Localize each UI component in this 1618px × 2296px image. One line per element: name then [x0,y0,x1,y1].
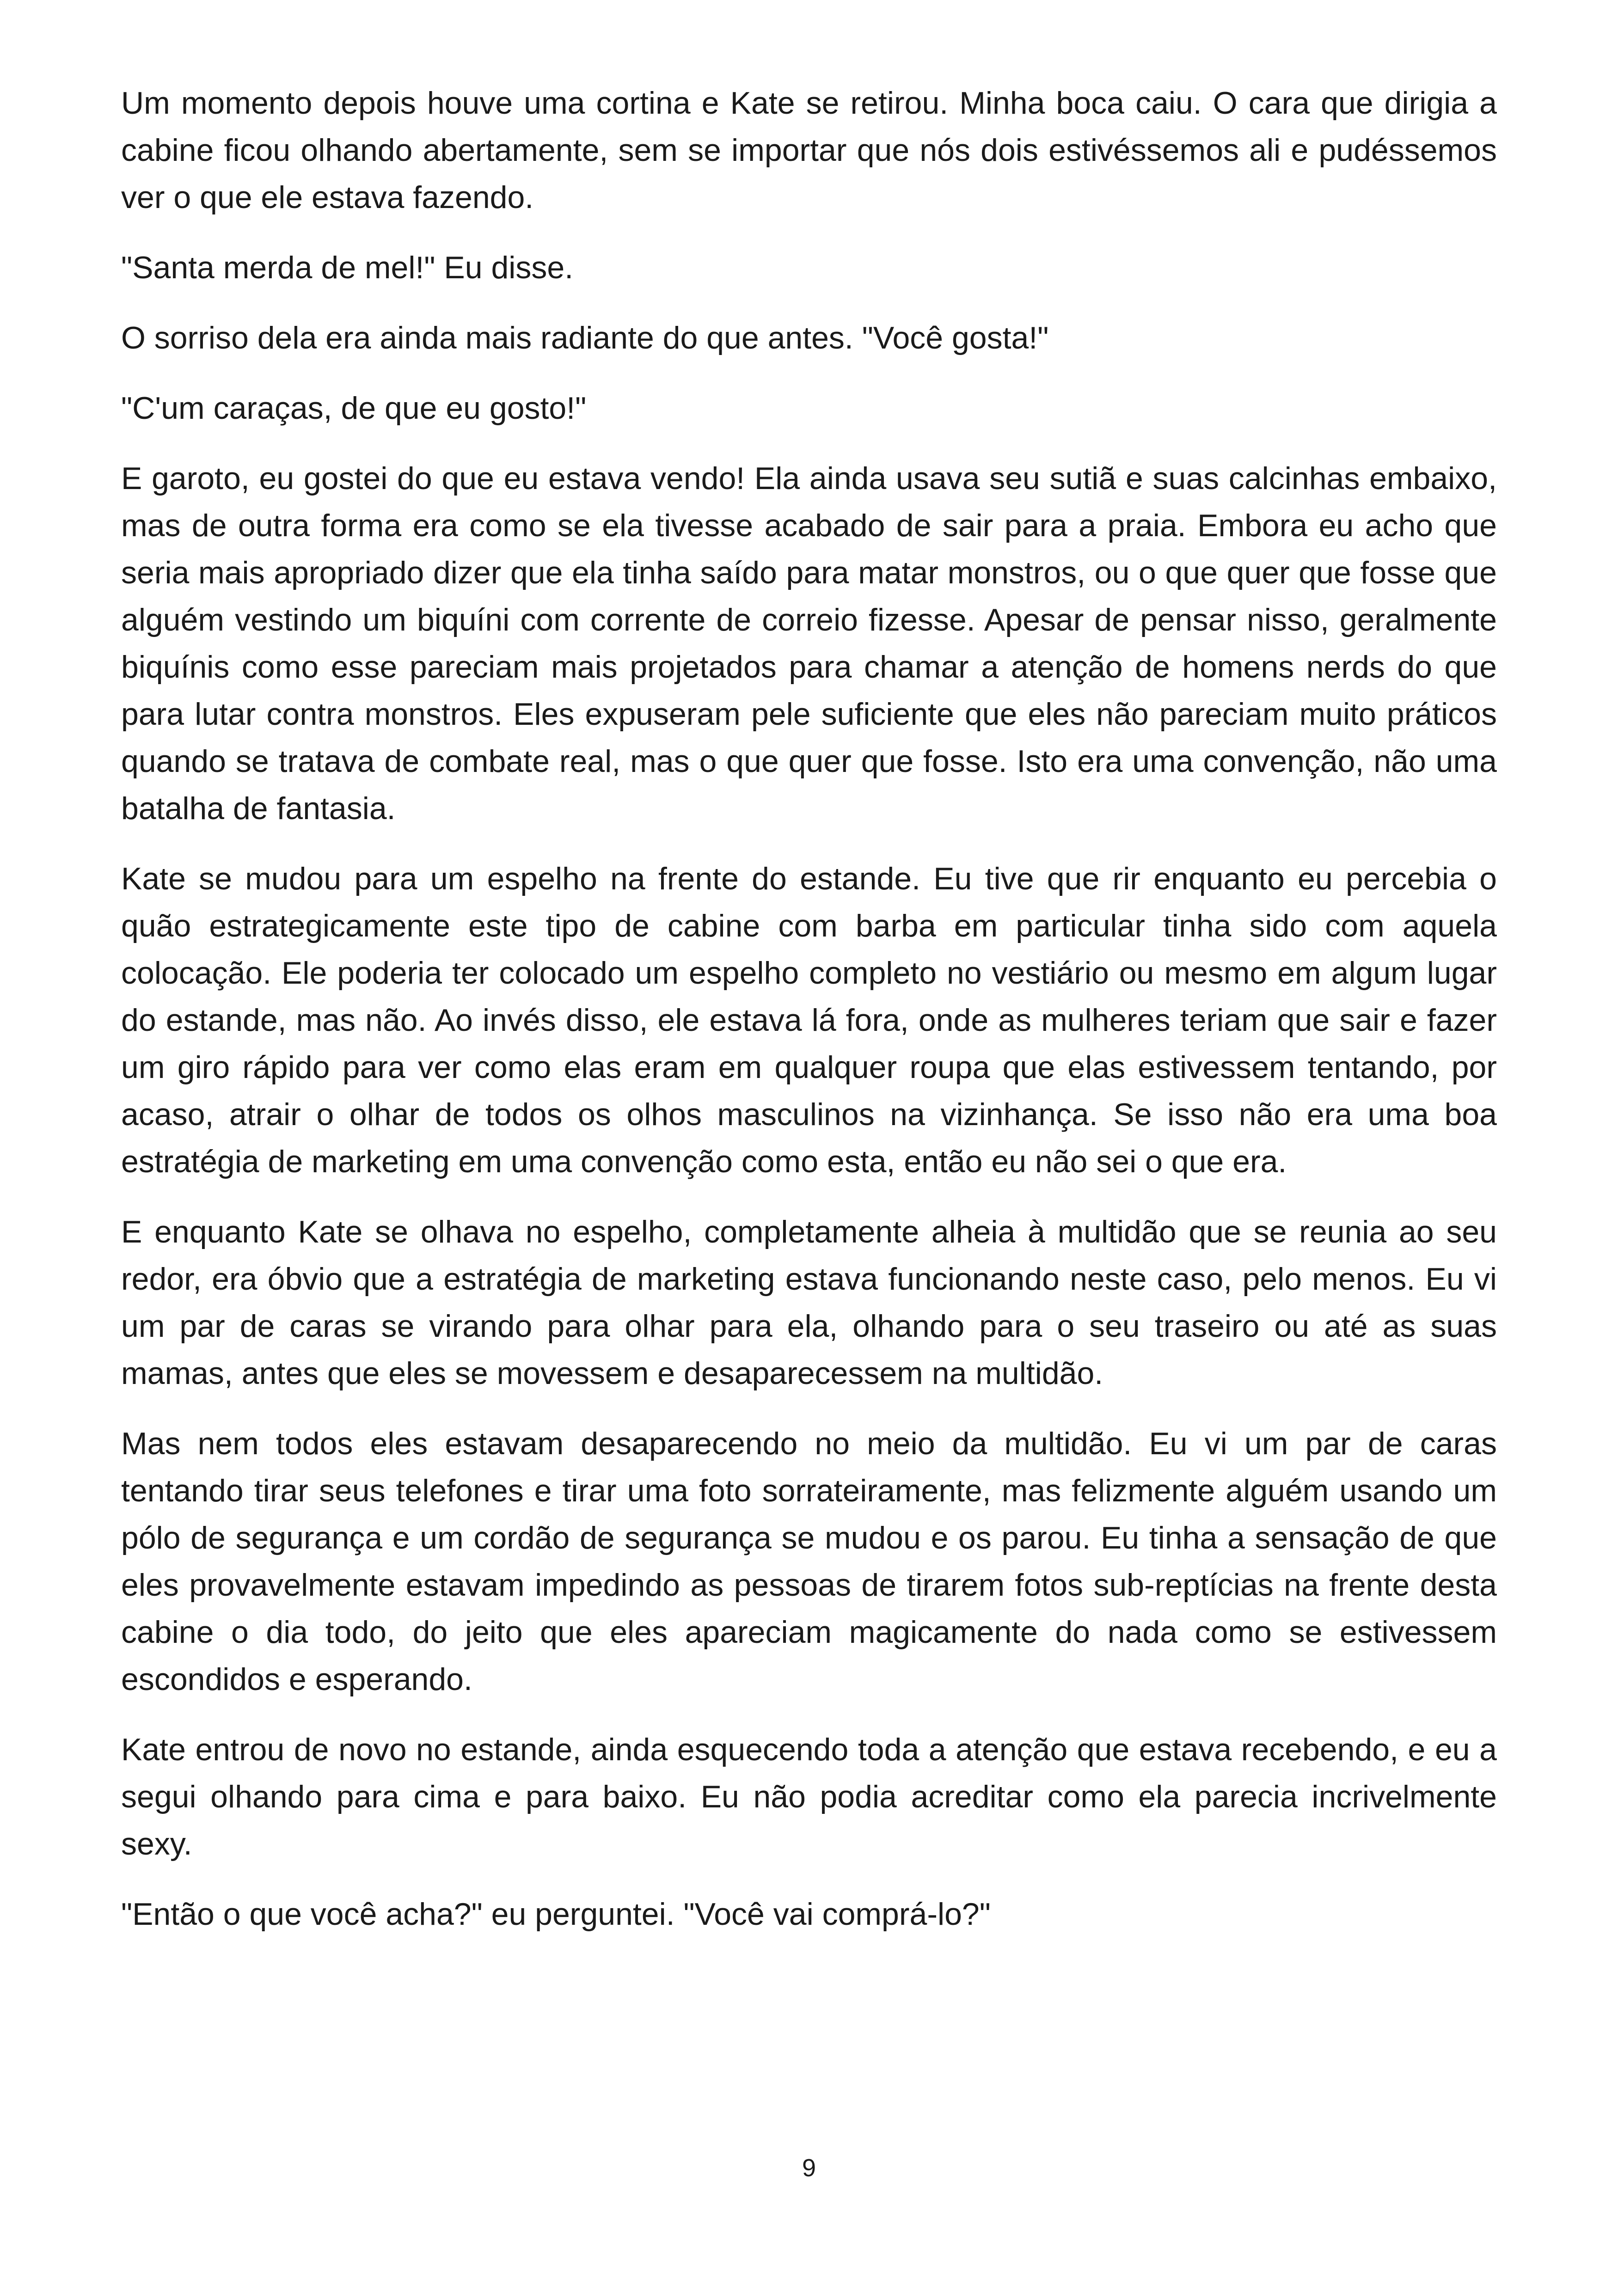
paragraph-2: "Santa merda de mel!" Eu disse. [121,250,574,285]
body-text [121,80,1497,1961]
paragraph-5: E garoto, eu gostei do que eu estava vendo! Ela ainda usava seu sutiã e suas calcinhas embaixo, mas de outra forma era como se ela tivesse acabado de sair para a praia. Embora eu acho que seria mais apropriado dizer que ela tinha saído para matar monstros, ou o que quer que fosse que alguém vestindo um biquíni com corrente de correio fizesse. Apesar de pensar nisso, geralmente biquínis como esse pareciam mais projetados para chamar a atenção de homens nerds do que para lutar contra monstros. Eles expuseram pele suficiente que eles não pareciam muito práticos quando se tratava de combate real, mas o que quer que fosse. Isto era uma convenção, não uma batalha de fantasia. [121,461,1497,826]
paragraph-6: Kate se mudou para um espelho na frente do estande. Eu tive que rir enquanto eu percebia o quão estrategicamente este tipo de cabine com barba em particular tinha sido com aquela colocação. Ele poderia ter colocado um espelho completo no vestiário ou mesmo em algum lugar do estande, mas não. Ao invés disso, ele estava lá fora, onde as mulheres teriam que sair e fazer um giro rápido para ver como elas eram em qualquer roupa que elas estivessem tentando, por acaso, atrair o olhar de todos os olhos masculinos na vizinhança. Se isso não era uma boa estratégia de marketing em uma convenção como esta, então eu não sei o que era. [121,861,1497,1179]
paragraph-1: Um momento depois houve uma cortina e Kate se retirou. Minha boca caiu. O cara que dirigia a cabine ficou olhando abertamente, sem se importar que nós dois estivéssemos ali e pudéssemos ver o que ele estava fazendo. [121,86,1497,215]
paragraph-3: O sorriso dela era ainda mais radiante do que antes. "Você gosta!" [121,320,1049,355]
paragraph-4: "C'um caraças, de que eu gosto!" [121,391,587,426]
paragraph-10: "Então o que você acha?" eu perguntei. "Você vai comprá-lo?" [121,1897,991,1932]
paragraph-8: Mas nem todos eles estavam desaparecendo no meio da multidão. Eu vi um par de caras tentando tirar seus telefones e tirar uma foto sorrateiramente, mas felizmente alguém usando um pólo de segurança e um cordão de segurança se mudou e os parou. Eu tinha a sensação de que eles provavelmente estavam impedindo as pessoas de tirarem fotos sub-reptícias na frente desta cabine o dia todo, do jeito que eles apareciam magicamente do nada como se estivessem escondidos e esperando. [121,1426,1497,1697]
paragraph-9: Kate entrou de novo no estande, ainda esquecendo toda a atenção que estava recebendo, e eu a segui olhando para cima e para baixo. Eu não podia acreditar como ela parecia incrivelmente sexy. [121,1732,1497,1861]
paragraph-7: E enquanto Kate se olhava no espelho, completamente alheia à multidão que se reunia ao seu redor, era óbvio que a estratégia de marketing estava funcionando neste caso, pelo menos. Eu vi um par de caras se virando para olhar para ela, olhando para o seu traseiro ou até as suas mamas, antes que eles se movessem e desaparecessem na multidão. [121,1214,1497,1391]
page-number: 9 [802,2154,816,2182]
